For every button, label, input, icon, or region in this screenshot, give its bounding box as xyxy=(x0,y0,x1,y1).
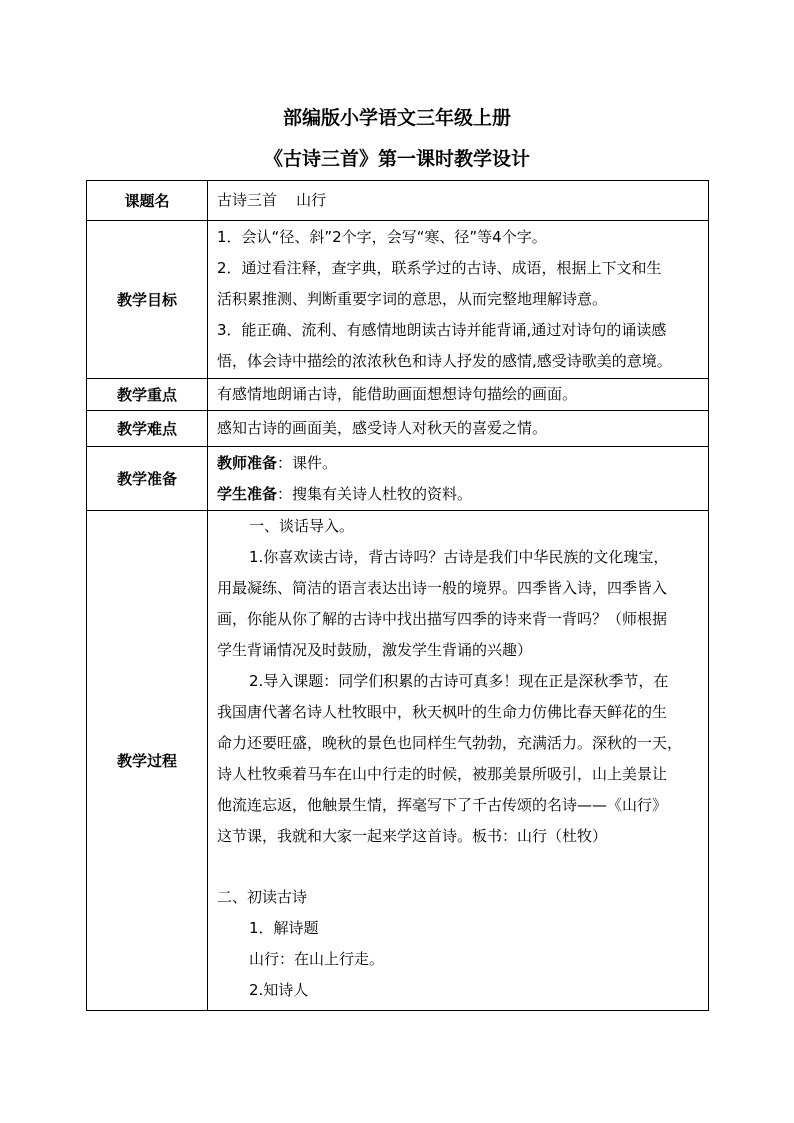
list-item: 1．解诗题 xyxy=(249,919,319,937)
content-process xyxy=(208,511,709,1011)
goal-line: 2．通过看注释，查字典，联系学过的古诗、成语，根据上下文和生 xyxy=(217,259,662,277)
table-row-key-points xyxy=(87,379,709,411)
student-preparation xyxy=(217,479,700,510)
document-title: 部编版小学语文三年级上册 xyxy=(282,107,511,129)
content-topic xyxy=(208,181,709,221)
table-row-difficulties xyxy=(87,411,709,447)
section-heading: 一、谈话导入。 xyxy=(249,517,355,535)
student-preparation-label: 学生准备 xyxy=(217,484,278,503)
paragraph-line: 1.你喜欢读古诗，背古诗吗？古诗是我们中华民族的文化瑰宝， xyxy=(249,548,669,566)
goal-line: 活积累推测、判断重要字词的意思，从而完整地理解诗意。 xyxy=(217,290,608,308)
label-topic: 课题名 xyxy=(87,181,208,221)
table-row-goals xyxy=(87,221,709,379)
paragraph-line: 他流连忘返，他触景生情，挥毫写下了千古传颂的名诗——《山行》 xyxy=(217,796,668,814)
teacher-preparation xyxy=(217,448,700,479)
paragraph-line: 用最凝练、简洁的语言表达出诗一般的境界。四季皆入诗，四季皆入 xyxy=(217,579,668,597)
table-row-preparation xyxy=(87,447,709,511)
label-preparation: 教学准备 xyxy=(87,447,208,511)
teacher-preparation-text: ：课件。 xyxy=(277,453,338,472)
table-row-topic xyxy=(87,181,709,221)
paragraph-line: 学生背诵情况及时鼓励，激发学生背诵的兴趣） xyxy=(217,641,533,659)
topic-text: 古诗三首 山行 xyxy=(217,191,327,209)
student-preparation-text: ：搜集有关诗人杜牧的资料。 xyxy=(277,484,473,503)
table-row-process xyxy=(87,511,709,1011)
lesson-plan-table xyxy=(86,180,709,1011)
document-subtitle: 《古诗三首》第一课时教学设计 xyxy=(263,148,530,170)
goal-line: 1．会认“径、斜”2个字，会写“寒、径”等4个字。 xyxy=(217,228,547,246)
paragraph-line: 画，你能从你了解的古诗中找出描写四季的诗来背一背吗？（师根据 xyxy=(217,610,668,628)
paragraph-line: 这节课，我就和大家一起来学这首诗。板书：山行（杜牧） xyxy=(217,827,608,845)
paragraph-line: 诗人杜牧乘着马车在山中行走的时候，被那美景所吸引，山上美景让 xyxy=(217,765,668,783)
content-key-points xyxy=(208,379,709,411)
teacher-preparation-label: 教师准备 xyxy=(217,453,278,472)
label-difficulties: 教学难点 xyxy=(87,411,208,447)
blank-line xyxy=(217,852,700,882)
difficulties-text: 感知古诗的画面美，感受诗人对秋天的喜爱之情。 xyxy=(217,419,548,437)
goal-line: 悟，体会诗中描绘的浓浓秋色和诗人抒发的感情,感受诗歌美的意境。 xyxy=(217,352,672,370)
paragraph-line: 2.导入课题：同学们积累的古诗可真多！现在正是深秋季节，在 xyxy=(249,672,669,690)
content-goals xyxy=(208,221,709,379)
list-item-text: 山行：在山上行走。 xyxy=(249,950,385,968)
content-difficulties xyxy=(208,411,709,447)
paragraph-line: 命力还要旺盛，晚秋的景色也同样生气勃勃，充满活力。深秋的一天， xyxy=(217,734,683,752)
label-process: 教学过程 xyxy=(87,511,208,1011)
content-preparation xyxy=(208,447,709,511)
goal-line: 3．能正确、流利、有感情地朗读古诗并能背诵,通过对诗句的诵读感 xyxy=(217,321,667,339)
key-points-text: 有感情地朗诵古诗，能借助画面想想诗句描绘的画面。 xyxy=(217,385,578,403)
section-heading: 二、初读古诗 xyxy=(217,888,308,906)
list-item: 2.知诗人 xyxy=(249,981,309,999)
label-goals: 教学目标 xyxy=(87,221,208,379)
label-key-points: 教学重点 xyxy=(87,379,208,411)
paragraph-line: 我国唐代著名诗人杜牧眼中，秋天枫叶的生命力仿佛比春天鲜花的生 xyxy=(217,703,668,721)
